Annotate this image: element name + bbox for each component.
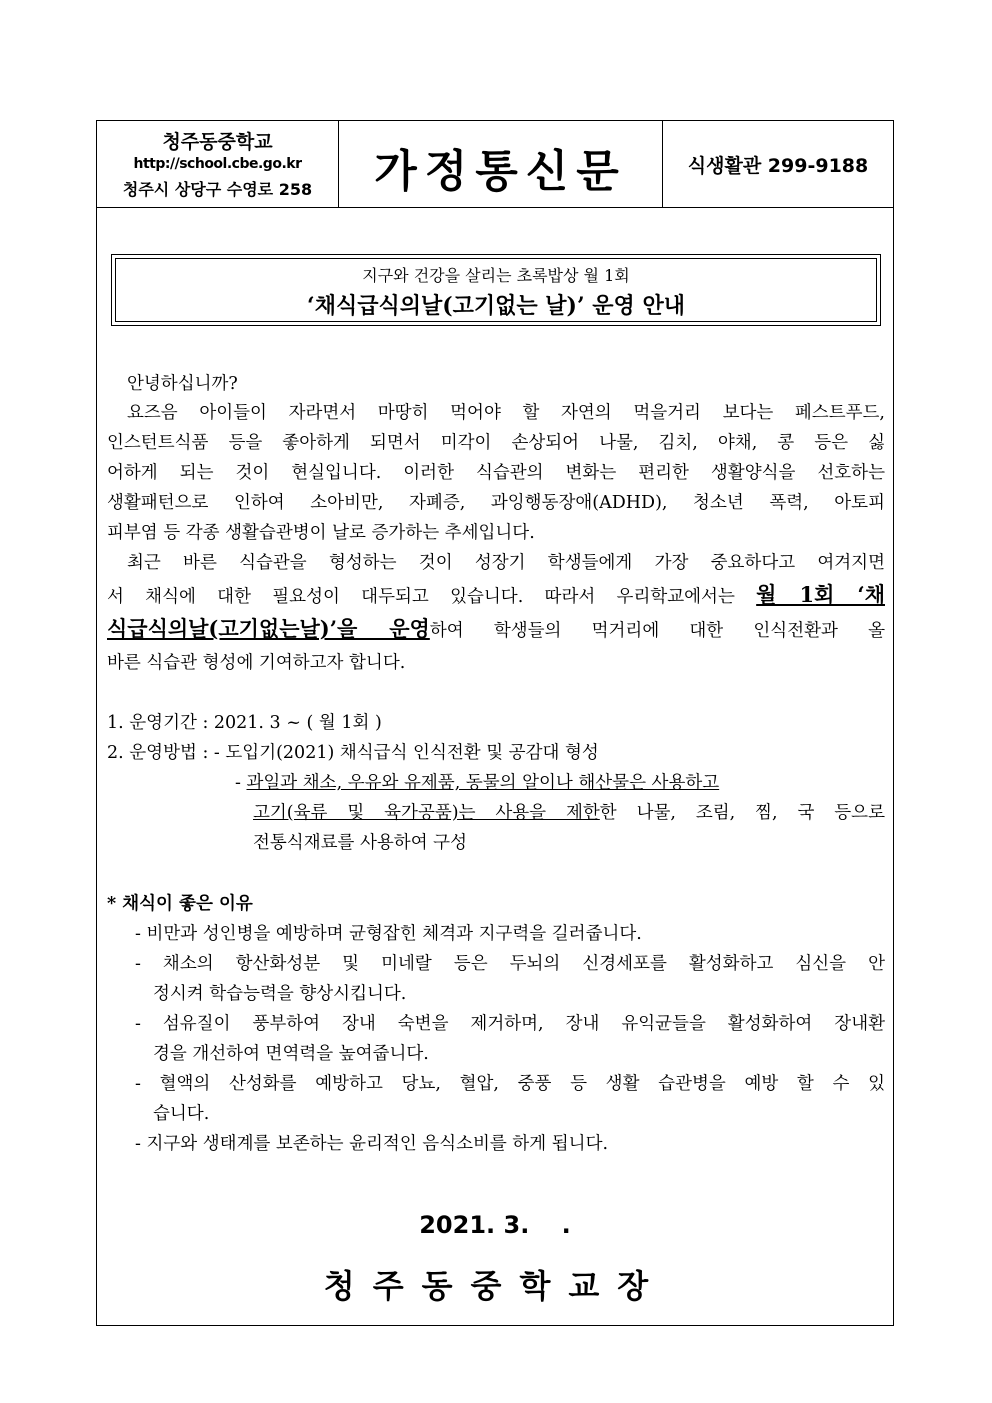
method-item <box>235 771 885 795</box>
paragraph-line <box>107 583 885 609</box>
school-name: 청주동중학교 <box>162 131 273 153</box>
operation-period: 1. 운영기간 : 2021. 3 ~ ( 월 1회 ) <box>107 713 382 733</box>
paragraph-line: 요즈음 아이들이 자라면서 마땅히 먹어야 할 자연의 먹을거리 보다는 페스트푸드, <box>127 403 885 423</box>
reason-item-cont: 경을 개선하여 면역력을 높여줍니다. <box>153 1044 429 1064</box>
method-item: - 도입기(2021) 채식급식 인식전환 및 공감대 형성 <box>213 743 599 763</box>
paragraph-line: 피부염 등 각종 생활습관병이 날로 증가하는 추세입니다. <box>107 523 535 543</box>
title-cell <box>339 121 663 207</box>
reason-item: - 비만과 성인병을 예방하며 균형잡힌 체격과 지구력을 길러줍니다. <box>135 924 642 944</box>
reasons-heading: * 채식이 좋은 이유 <box>107 894 253 914</box>
emphasis-text: 월 1회 ‘채 <box>756 582 885 607</box>
principal-signature: 청주동중학교장 <box>323 1267 667 1305</box>
header-table <box>97 121 893 208</box>
method-item <box>253 801 885 825</box>
notice-title-inner <box>115 258 877 322</box>
contact-cell <box>663 121 893 207</box>
method-text-underlined: 고기(육류 및 육가공품)는 사용을 제한 <box>253 803 600 823</box>
paragraph-line: 바른 식습관 형성에 기여하고자 합니다. <box>107 653 406 673</box>
method-label: 2. 운영방법 : <box>107 743 214 763</box>
method-text: 한 나물, 조림, 찜, 국 등으로 <box>599 803 885 823</box>
document-frame <box>96 120 894 1326</box>
paragraph-line: 인스턴트식품 등을 좋아하게 되면서 미각이 손상되어 나물, 김치, 야채, 콩 등은 싫 <box>107 433 885 453</box>
paragraph-line: 생활패턴으로 인하여 소아비만, 자폐증, 과잉행동장애(ADHD), 청소년 폭력, 아토피 <box>107 493 885 513</box>
reason-item: - 섬유질이 풍부하여 장내 숙변을 제거하며, 장내 유익균들을 활성화하여 장내환 <box>135 1014 885 1034</box>
method-item: 전통식재료를 사용하여 구성 <box>253 833 467 853</box>
reason-item-cont: 정시켜 학습능력을 향상시킵니다. <box>153 984 407 1004</box>
school-address: 청주시 상당구 수영로 258 <box>122 180 313 199</box>
notice-title: ‘채식급식의날(고기없는 날)’ 운영 안내 <box>307 293 685 319</box>
method-text-underlined: 과일과 채소, 우유와 유제품, 동물의 알이나 해산물은 사용하고 <box>246 773 720 793</box>
reason-item: - 지구와 생태계를 보존하는 윤리적인 음식소비를 하게 됩니다. <box>135 1134 609 1154</box>
paragraph-text: 하여 학생들의 먹거리에 대한 인식전환과 올 <box>429 621 885 641</box>
reason-item-cont: 습니다. <box>153 1104 210 1124</box>
paragraph-line <box>107 617 885 643</box>
paragraph-line: 최근 바른 식습관을 형성하는 것이 성장기 학생들에게 가장 중요하다고 여겨지면 <box>127 553 885 573</box>
newsletter-title: 가정통신문 <box>374 146 627 197</box>
school-info-cell <box>97 121 339 207</box>
greeting: 안녕하십니까? <box>127 374 238 394</box>
school-url: http://school.cbe.go.kr <box>133 156 302 172</box>
reason-item: - 혈액의 산성화를 예방하고 당뇨, 혈압, 중풍 등 생활 습관병을 예방 할 수 있 <box>135 1074 885 1094</box>
paragraph-text: 서 채식에 대한 필요성이 대두되고 있습니다. 따라서 우리학교에서는 <box>107 587 757 607</box>
emphasis-text: 식급식의날(고기없는날)’을 운영 <box>107 616 430 641</box>
notice-title-box <box>111 254 881 326</box>
issue-date: 2021. 3. . <box>419 1211 571 1239</box>
contact-info: 식생활관 299-9188 <box>687 155 869 177</box>
paragraph-line: 어하게 되는 것이 현실입니다. 이러한 식습관의 변화는 편리한 생활양식을 선호하는 <box>107 463 885 483</box>
method-prefix: - <box>235 773 247 793</box>
reason-item: - 채소의 항산화성분 및 미네랄 등은 두뇌의 신경세포를 활성화하고 심신을 안 <box>135 954 885 974</box>
operation-method <box>107 741 885 765</box>
notice-subtitle: 지구와 건강을 살리는 초록밥상 월 1회 <box>362 266 630 285</box>
